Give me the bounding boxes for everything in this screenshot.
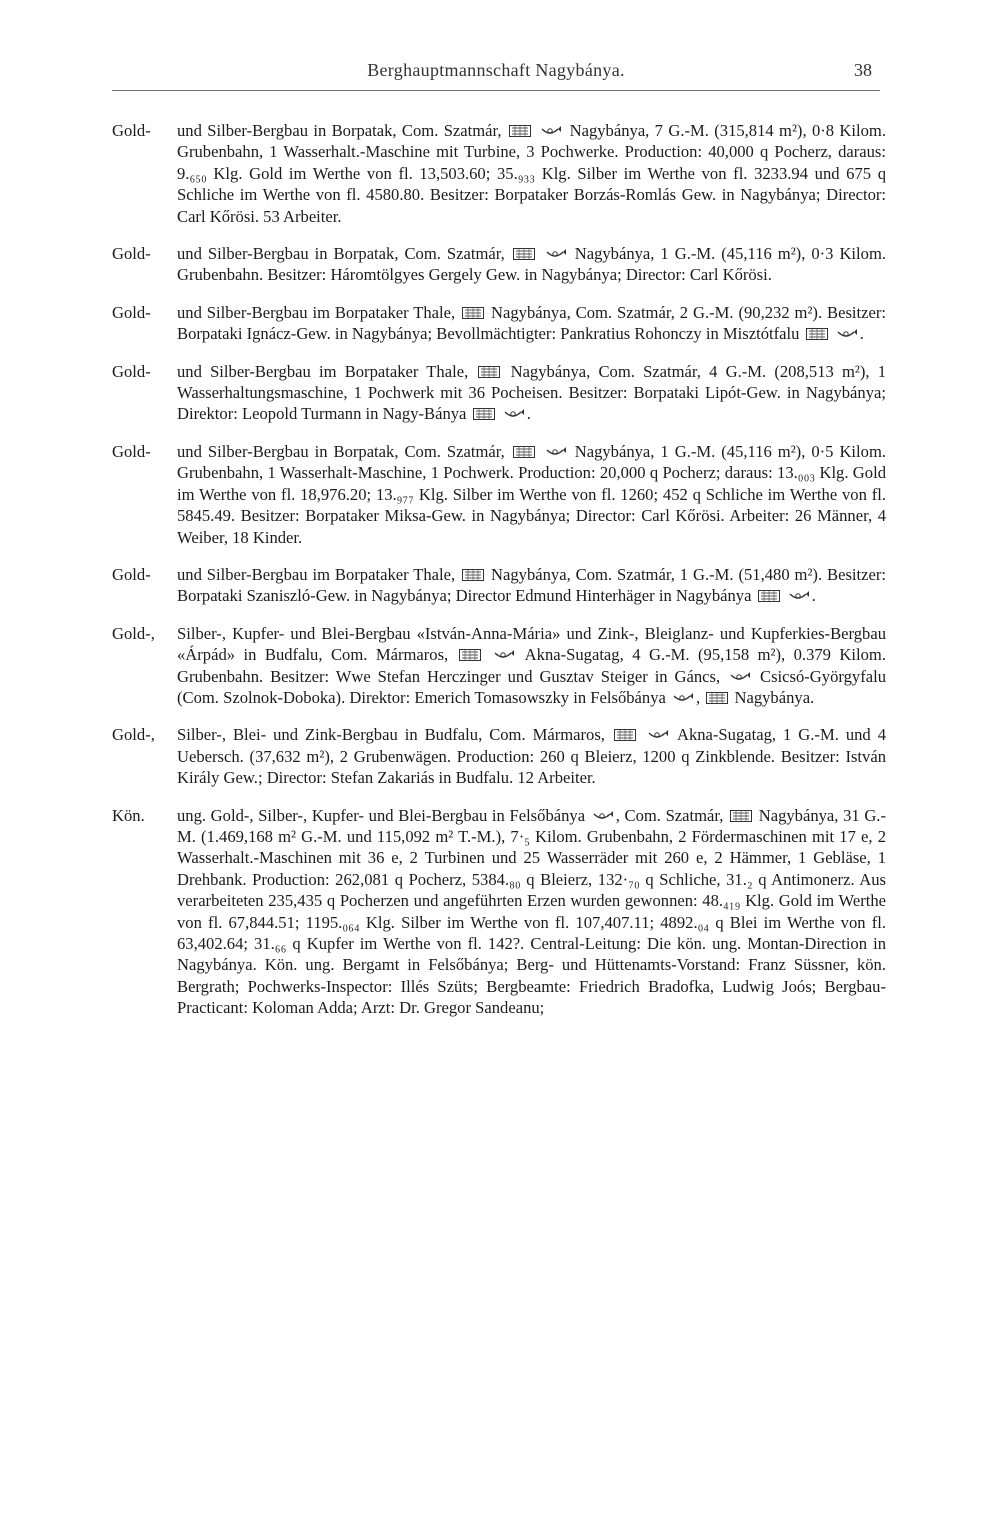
post-horn-icon <box>493 649 515 661</box>
entry-8 <box>112 724 886 788</box>
mine-icon <box>478 366 500 378</box>
post-horn-icon <box>729 671 751 683</box>
entry-label: Gold- <box>112 244 151 264</box>
entry-label: Gold- <box>112 361 151 381</box>
entry-2 <box>112 243 886 286</box>
post-horn-icon <box>545 446 567 458</box>
entry-label: Gold- <box>112 564 151 584</box>
entry-text: ung. Gold-, Silber-, Kupfer- und Blei-Bergbau in Felsőbánya , Com. Szatmár, Nagybánya, 31 G.-M. (1.469,168 m² G.-M. und 115,092 m² T.-M.), 7·₅ Kilom. Grubenbahn, 2 Fördermaschinen mit 17 e, 2 Wasserhalt.-Maschinen mit 36 e, 2 Turbinen und 25 Wasserräder mit 260 e, 2 Hämmer, 1 Gebläse, 1 Drehbank. Production: 262,081 q Pocherz, 5384.₈₀ q Bleierz, 132·₇₀ q Schliche, 31.₂ q Antimonerz. Aus verarbeiteten 235,435 q Pocherzen und angeführten Erzen wurden gewonnen: 48.₄₁₉ Klg. Gold im Werthe von fl. 67,844.51; 1195.₀₆₄ Klg. Silber im Werthe von fl. 107,407.11; 4892.₀₄ q Blei im Werthe von fl. 63,402.64; 31.₆₆ q Kupfer im Werthe von fl. 142?. Central-Leitung: Die kön. ung. Montan-Direction in Nagybánya. Kön. ung. Bergamt in Felsőbánya; Berg- und Hüttenamts-Vorstand: Franz Süssner, kön. Bergrath; Pochwerks-Inspector: Illés Szüts; Bergbeamte: Friedrich Bradofka, Ludwig Joós; Bergbau-Practicant: Koloman Adda; Arzt: Dr. Gregor Sandeanu; <box>177 805 886 1018</box>
mine-icon <box>513 248 535 260</box>
entry-5 <box>112 441 886 548</box>
entry-label: Kön. <box>112 805 145 825</box>
entry-text: und Silber-Bergbau in Borpatak, Com. Szatmár, Nagybánya, 7 G.-M. (315,814 m²), 0·8 Kilom. Grubenbahn, 1 Wasserhalt.-Maschine mit Turbine, 3 Pochwerke. Production: 40,000 q Pocherz, daraus: 9.₆₅₀ Klg. Gold im Werthe von fl. 13,503.60; 35.₉₃₃ Klg. Silber im Werthe von fl. 3233.94 und 675 q Schliche im Werthe von fl. 4580.80. Besitzer: Borpataker Borzás-Romlás Gew. in Nagybánya; Director: Carl Kőrösi. 53 Arbeiter. <box>177 121 886 226</box>
mine-icon <box>706 692 728 704</box>
post-horn-icon <box>788 590 810 602</box>
entry-7 <box>112 623 886 709</box>
entry-text: und Silber-Bergbau im Borpataker Thale, Nagybánya, Com. Szatmár, 4 G.-M. (208,513 m²), 1 Wasserhaltungsmaschine, 1 Pochwerk mit 36 Pocheisen. Besitzer: Borpataki Lipót-Gew. in Nagybánya; Direktor: Leopold Turmann in Nagy-Bánya . <box>177 361 887 424</box>
entry-label: Gold-, <box>112 623 155 643</box>
page-number: 38 <box>854 60 872 80</box>
entry-text: und Silber-Bergbau im Borpataker Thale, Nagybánya, Com. Szatmár, 2 G.-M. (90,232 m²). Besitzer: Borpataki Ignácz-Gew. in Nagybánya; Bevollmächtigter: Pankratius Rohonczy in Misztótfalu . <box>177 302 886 344</box>
entry-9 <box>112 805 886 1019</box>
mine-icon <box>730 810 752 822</box>
mine-icon <box>806 328 828 340</box>
post-horn-icon <box>503 408 525 420</box>
entry-text: Silber-, Kupfer- und Blei-Bergbau «István-Anna-Mária» und Zink-, Bleiglanz- und Kupferkies-Bergbau «Árpád» in Budfalu, Com. Mármaros, Akna-Sugatag, 4 G.-M. (95,158 m²), 0.379 Kilom. Grubenbahn. Besitzer: Wwe Stefan Herczinger und Gusztav Steiger in Gáncs, Csicsó-Györgyfalu (Com. Szolnok-Doboka). Direktor: Emerich Tomasowszky in Felsőbánya , Nagybánya. <box>177 623 887 707</box>
entry-text: und Silber-Bergbau in Borpatak, Com. Szatmár, Nagybánya, 1 G.-M. (45,116 m²), 0·3 Kilom. Grubenbahn. Besitzer: Háromtölgyes Gergely Gew. in Nagybánya; Director: Carl Kőrösi. <box>177 244 887 285</box>
mine-icon <box>459 649 481 661</box>
entry-label: Gold- <box>112 121 151 140</box>
entry-label: Gold- <box>112 302 151 322</box>
post-horn-icon <box>545 248 567 260</box>
mine-icon <box>614 729 636 741</box>
post-horn-icon <box>592 810 614 822</box>
mine-icon <box>462 307 484 319</box>
mine-icon <box>462 569 484 581</box>
page-header <box>112 60 880 91</box>
entry-4 <box>112 361 886 425</box>
mine-icon <box>758 590 780 602</box>
mine-icon <box>513 446 535 458</box>
entry-list <box>112 120 886 1019</box>
entry-text: Silber-, Blei- und Zink-Bergbau in Budfalu, Com. Mármaros, Akna-Sugatag, 1 G.-M. und 4 Uebersch. (37,632 m²), 2 Grubenwägen. Production: 260 q Bleierz, 1200 q Zinkblende. Besitzer: István Király Gew.; Director: Stefan Zakariás in Budfalu. 12 Arbeiter. <box>177 725 886 788</box>
entry-6 <box>112 564 886 607</box>
post-horn-icon <box>647 729 669 741</box>
post-horn-icon <box>836 328 858 340</box>
running-title: Berghauptmannschaft Nagybánya. <box>367 60 625 80</box>
mine-icon <box>509 125 531 137</box>
entry-text: und Silber-Bergbau in Borpatak, Com. Szatmár, Nagybánya, 1 G.-M. (45,116 m²), 0·5 Kilom. Grubenbahn, 1 Wasserhalt-Maschine, 1 Pochwerk. Production: 20,000 q Pocherz; daraus: 13.₀₀₃ Klg. Gold im Werthe von fl. 18,976.20; 13.₉₇₇ Klg. Silber im Werthe von fl. 1260; 452 q Schliche im Werthe von fl. 5845.49. Besitzer: Borpataker Miksa-Gew. in Nagybánya; Director: Carl Kőrösi. Arbeiter: 26 Männer, 4 Weiber, 18 Kinder. <box>177 441 887 547</box>
entry-1 <box>112 120 886 227</box>
mine-icon <box>473 408 495 420</box>
post-horn-icon <box>672 692 694 704</box>
post-horn-icon <box>540 125 562 137</box>
entry-3 <box>112 302 886 345</box>
entry-label: Gold- <box>112 441 151 461</box>
entry-label: Gold-, <box>112 725 155 745</box>
entry-text: und Silber-Bergbau im Borpataker Thale, Nagybánya, Com. Szatmár, 1 G.-M. (51,480 m²). Besitzer: Borpataki Szaniszló-Gew. in Nagybánya; Director Edmund Hinterhäger in Nagybánya . <box>177 564 886 606</box>
